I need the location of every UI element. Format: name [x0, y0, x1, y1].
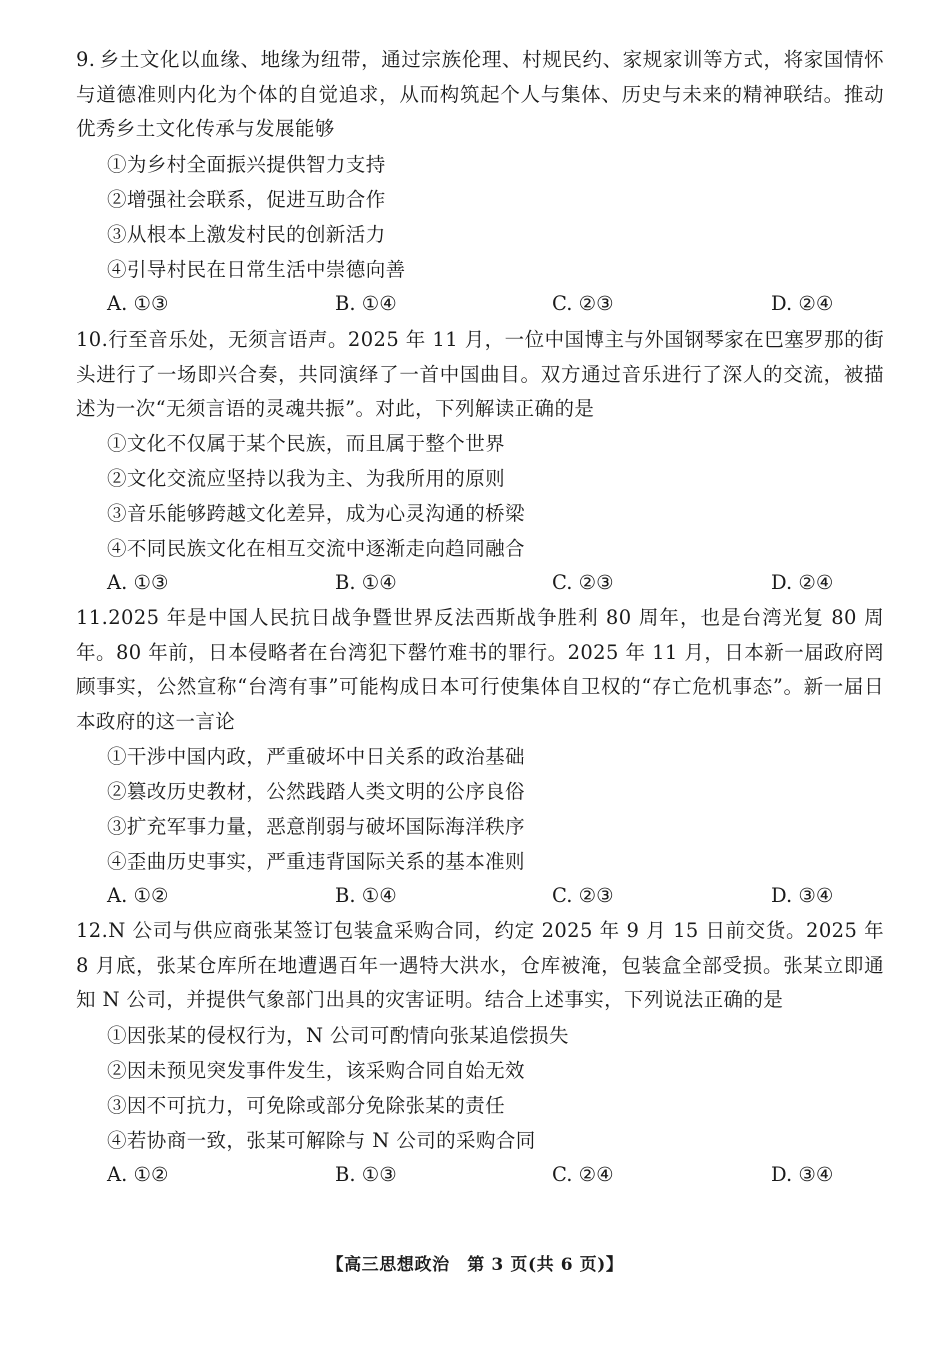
option-1: ①因张某的侵权行为，N 公司可酌情向张某追偿损失 [107, 1024, 569, 1047]
option-2: ②增强社会联系，促进互助合作 [107, 188, 386, 211]
option-4: ④引导村民在日常生活中崇德向善 [107, 258, 406, 281]
answer-choices [107, 566, 867, 601]
choice-c: C. ②③ [552, 884, 614, 907]
choice-a: A. ①③ [107, 571, 169, 594]
option-4: ④不同民族文化在相互交流中逐渐走向趋同融合 [107, 537, 525, 560]
choice-a: A. ①③ [107, 292, 169, 315]
choice-a: A. ①② [107, 884, 169, 907]
question-stem [76, 323, 884, 427]
option-1: ①为乡村全面振兴提供智力支持 [107, 153, 386, 176]
answer-choices [107, 879, 867, 914]
option-4: ④歪曲历史事实，严重违背国际关系的基本准则 [107, 850, 525, 873]
choice-b: B. ①③ [335, 1163, 397, 1186]
answer-choices [107, 1158, 867, 1193]
option-2: ②因未预见突发事件发生，该采购合同自始无效 [107, 1059, 525, 1082]
question-stem [76, 601, 884, 739]
option-3: ③扩充军事力量，恶意削弱与破坏国际海洋秩序 [107, 815, 525, 838]
choice-c: C. ②④ [552, 1163, 614, 1186]
question-text: 行至音乐处，无须言语声。2025 年 11 月，一位中国博主与外国钢琴家在巴塞罗那的街头进行了一场即兴合奏，共同演绎了一首中国曲目。双方通过音乐进行了深人的交流，被描述为一次“无须言语的灵魂共振”。对此，下列解读正确的是 [76, 328, 884, 420]
option-4: ④若协商一致，张某可解除与 N 公司的采购合同 [107, 1129, 536, 1152]
question-stem [76, 43, 884, 147]
page-footer: 【高三思想政治 第 3 页(共 6 页)】 [326, 1255, 624, 1275]
option-2: ②篡改历史教材，公然践踏人类文明的公序良俗 [107, 780, 525, 803]
question-text: N 公司与供应商张某签订包装盒采购合同，约定 2025 年 9 月 15 日前交货。2025 年 8 月底，张某仓库所在地遭遇百年一遇特大洪水，仓库被淹，包装盒全部受损。张某立即通知 N 公司，并提供气象部门出具的灾害证明。结合上述事实，下列说法正确的是 [76, 919, 884, 1011]
choice-d: D. ②④ [771, 571, 834, 594]
question-text: 乡土文化以血缘、地缘为纽带，通过宗族伦理、村规民约、家规家训等方式，将家国情怀与道德准则内化为个体的自觉追求，从而构筑起个人与集体、历史与未来的精神联结。推动优秀乡土文化传承与发展能够 [76, 48, 884, 140]
option-3: ③从根本上激发村民的创新活力 [107, 223, 386, 246]
option-2: ②文化交流应坚持以我为主、为我所用的原则 [107, 467, 506, 490]
choice-d: D. ②④ [771, 292, 834, 315]
choice-d: D. ③④ [771, 1163, 834, 1186]
question-number: 9. [76, 48, 96, 71]
answer-choices [107, 287, 867, 322]
option-1: ①文化不仅属于某个民族，而且属于整个世界 [107, 432, 506, 455]
option-1: ①干涉中国内政，严重破坏中日关系的政治基础 [107, 745, 525, 768]
choice-c: C. ②③ [552, 571, 614, 594]
question-number: 10. [76, 328, 109, 351]
choice-a: A. ①② [107, 1163, 169, 1186]
choice-d: D. ③④ [771, 884, 834, 907]
question-number: 11. [76, 606, 109, 629]
choice-b: B. ①④ [335, 884, 397, 907]
option-3: ③因不可抗力，可免除或部分免除张某的责任 [107, 1094, 506, 1117]
choice-b: B. ①④ [335, 292, 397, 315]
question-text: 2025 年是中国人民抗日战争暨世界反法西斯战争胜利 80 周年，也是台湾光复 80 周年。80 年前，日本侵略者在台湾犯下罄竹难书的罪行。2025 年 11 月，日本新一届政府罔顾事实，公然宣称“台湾有事”可能构成日本可行使集体自卫权的“存亡危机事态”。新一届日本政府的这一言论 [76, 606, 884, 733]
choice-c: C. ②③ [552, 292, 614, 315]
question-stem [76, 914, 884, 1018]
option-3: ③音乐能够跨越文化差异，成为心灵沟通的桥梁 [107, 502, 525, 525]
question-number: 12. [76, 919, 109, 942]
choice-b: B. ①④ [335, 571, 397, 594]
